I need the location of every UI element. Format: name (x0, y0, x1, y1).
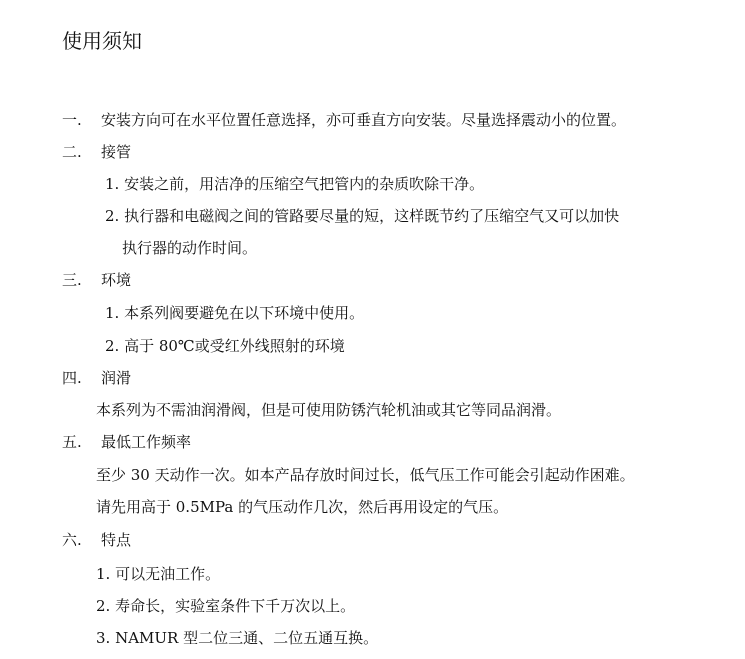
list-item-continuation: 执行器的动作时间。 (122, 239, 258, 257)
section-number: 一. (62, 111, 82, 129)
section-number: 四. (62, 369, 82, 387)
list-item: 1. 本系列阀要避免在以下环境中使用。 (105, 304, 365, 322)
list-item: 2. 执行器和电磁阀之间的管路要尽量的短，这样既节约了压缩空气又可以加快 (105, 207, 620, 225)
section-heading: 接管 (101, 143, 132, 161)
list-item: 2. 高于 80℃或受红外线照射的环境 (105, 337, 345, 355)
section-number: 六. (62, 531, 82, 549)
section-number: 三. (62, 271, 82, 289)
section-heading: 特点 (101, 531, 132, 549)
paragraph: 本系列为不需油润滑阀，但是可使用防锈汽轮机油或其它等同品润滑。 (96, 401, 562, 419)
list-item: 1. 安装之前，用洁净的压缩空气把管内的杂质吹除干净。 (105, 175, 485, 193)
section-heading: 润滑 (101, 369, 132, 387)
list-item: 2. 寿命长，实验室条件下千万次以上。 (96, 597, 356, 615)
section-heading: 安装方向可在水平位置任意选择，亦可垂直方向安装。尽量选择震动小的位置。 (101, 111, 627, 129)
list-item: 1. 可以无油工作。 (96, 565, 221, 583)
section-heading: 最低工作频率 (101, 433, 192, 451)
paragraph: 至少 30 天动作一次。如本产品存放时间过长，低气压工作可能会引起动作困难。 (96, 466, 635, 484)
paragraph: 请先用高于 0.5MPa 的气压动作几次，然后再用设定的气压。 (96, 498, 509, 516)
section-heading: 环境 (101, 271, 132, 289)
section-number: 二. (62, 143, 82, 161)
list-item: 3. NAMUR 型二位三通、二位五通互换。 (96, 629, 379, 647)
document-title: 使用须知 (62, 29, 142, 53)
section-number: 五. (62, 433, 82, 451)
